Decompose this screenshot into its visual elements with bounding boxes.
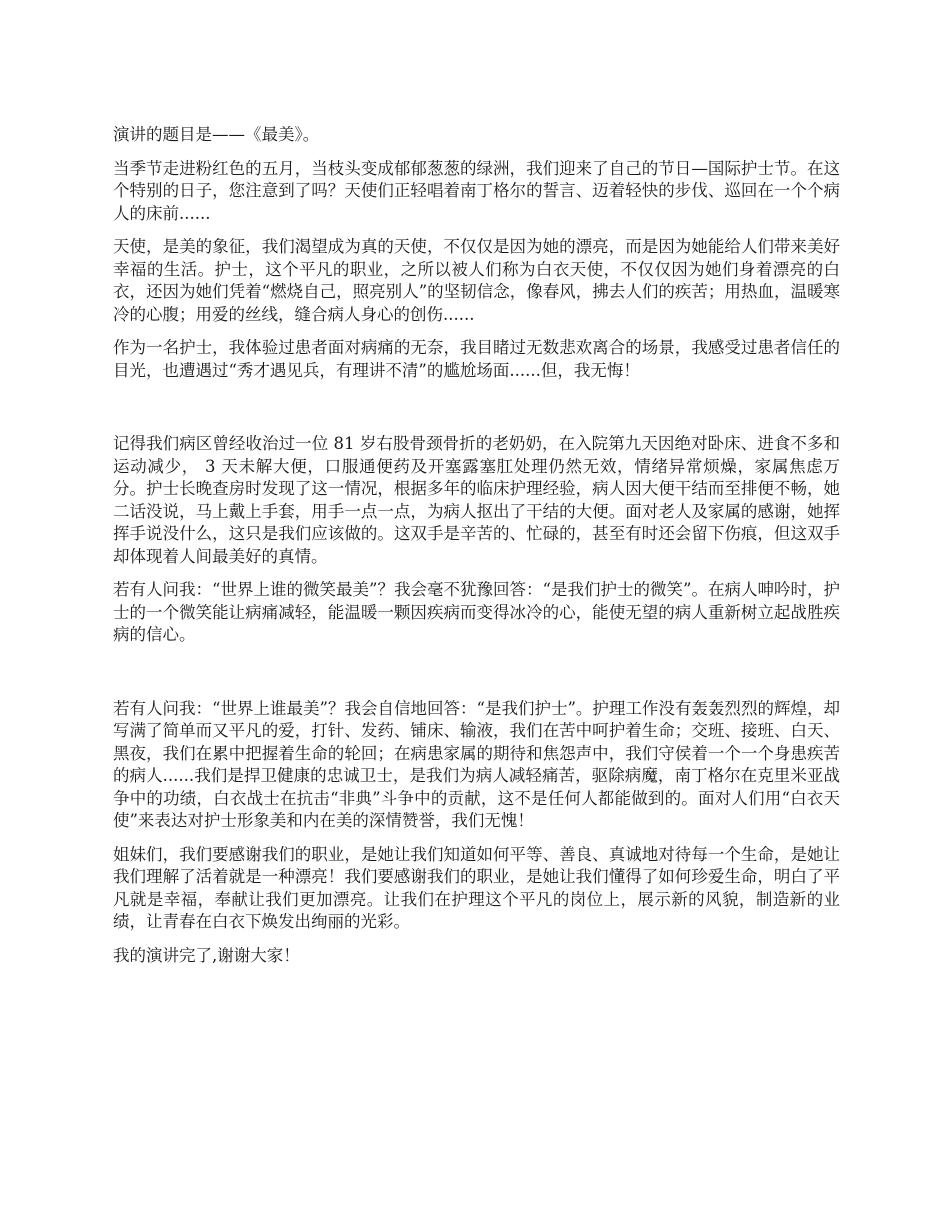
paragraph-smile: 若有人问我：“世界上谁的微笑最美”？我会毫不犹豫回答：“是我们护士的微笑”。在病人呻吟时，护士的一个微笑能让病痛减轻，能温暖一颗因疾病而变得冰冷的心，能使无望的病人重新树立起战胜疾病的信心。: [113, 580, 840, 644]
blank-gap: [113, 658, 840, 698]
document-body: [113, 124, 840, 978]
paragraph-angel: 天使，是美的象征，我们渴望成为真的天使，不仅仅是因为她的漂亮，而是因为她能给人们带来美好幸福的生活。护士，这个平凡的职业，之所以被人们称为白衣天使，不仅仅因为她们身着漂亮的白衣，还因为她们凭着“燃烧自己，照亮别人”的坚韧信念，像春风，拂去人们的疾苦；用热血，温暖寒冷的心腹；用爱的丝线，缝合病人身心的创伤......: [113, 237, 840, 324]
paragraph-sisters: 姐妹们，我们要感谢我们的职业，是她让我们知道如何平等、善良、真诚地对待每一个生命，是她让我们理解了活着就是一种漂亮！我们要感谢我们的职业，是她让我们懂得了如何珍爱生命，明白了平凡就是幸福，奉献让我们更加漂亮。让我们在护理这个平凡的岗位上，展示新的风貌，制造新的业绩，让青春在白衣下焕发出绚丽的光彩。: [113, 844, 840, 931]
paragraph-no-regret: 作为一名护士，我体验过患者面对病痛的无奈，我目睹过无数悲欢离合的场景，我感受过患者信任的目光，也遭遇过“秀才遇见兵，有理讲不清”的尴尬场面......但，我无悔！: [113, 338, 840, 380]
paragraph-intro: 当季节走进粉红色的五月，当枝头变成郁郁葱葱的绿洲，我们迎来了自己的节日—国际护士节。在这个特别的日子，您注意到了吗？天使们正轻唱着南丁格尔的誓言、迈着轻快的步伐、巡回在一个个病人的床前......: [113, 158, 840, 223]
speech-title: 演讲的题目是——《最美》。: [113, 125, 320, 144]
paragraph-story: 记得我们病区曾经收治过一位 81 岁右股骨颈骨折的老奶奶，在入院第九天因绝对卧床、进食不多和运动减少， 3 天未解大便，口服通便药及开塞露塞肛处理仍然无效，情绪异常烦燥，家属焦虑万分。护士长晚查房时发现了这一情况，根据多年的临床护理经验，病人因大便干结而至排便不畅，她二话没说，马上戴上手套，用手一点一点，为病人抠出了干结的大便。面对老人及家属的感谢，她挥挥手说没什么，这只是我们应该做的。这双手是辛苦的、忙碌的，甚至有时还会留下伤痕，但这双手却体现着人间最美好的真情。: [113, 434, 840, 566]
paragraph-closing: 我的演讲完了,谢谢大家！: [113, 945, 300, 965]
paragraph-most-beautiful: 若有人问我：“世界上谁最美”？我会自信地回答：“是我们护士”。护理工作没有轰轰烈烈的辉煌，却写满了简单而又平凡的爱，打针、发药、铺床、输液，我们在苦中呵护着生命；交班、接班、白天、黑夜，我们在累中把握着生命的轮回；在病患家属的期待和焦怨声中，我们守侯着一个一个身患疾苦的病人......我们是捍卫健康的忠诚卫士，是我们为病人减轻痛苦，驱除病魔，南丁格尔在克里米亚战争中的功绩，白衣战士在抗击“非典”斗争中的贡献，这不是任何人都能做到的。面对人们用“白衣天使”来表达对护士形象美和内在美的深情赞誉，我们无愧！: [113, 698, 840, 830]
blank-gap: [113, 393, 840, 433]
